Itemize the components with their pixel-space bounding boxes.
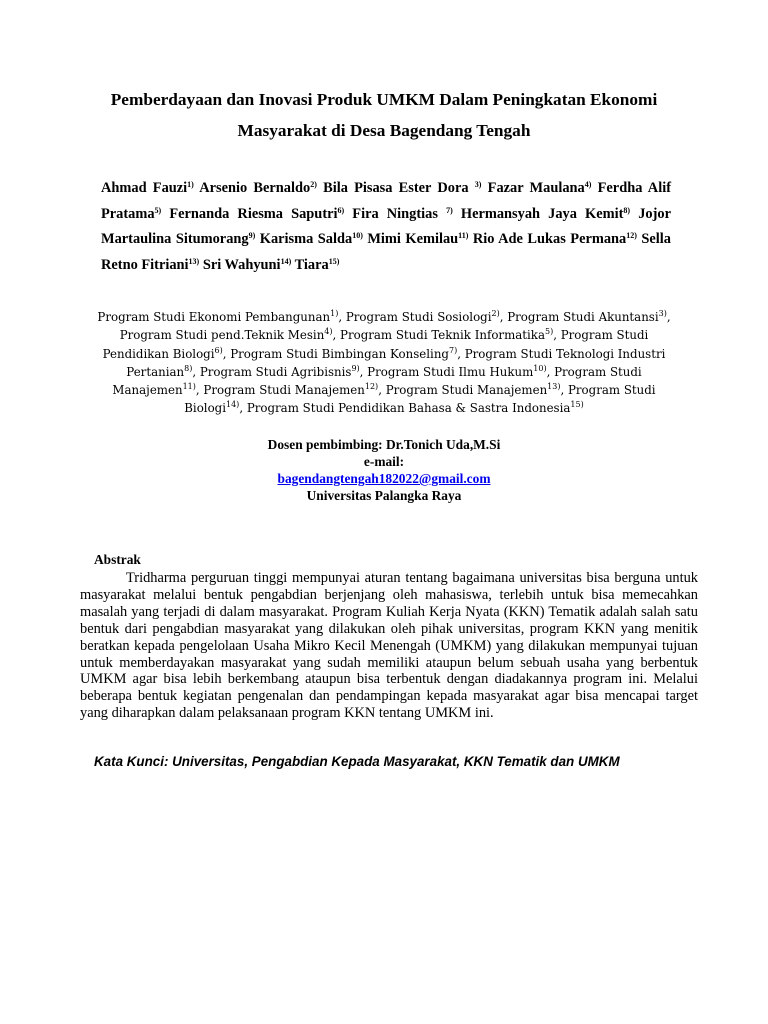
affiliation-marker: 6) bbox=[214, 345, 223, 355]
paper-title bbox=[60, 84, 708, 146]
author-affiliation-marker: 7) bbox=[446, 205, 453, 215]
author-name: Arsenio Bernaldo bbox=[199, 180, 311, 196]
affiliation-name: Program Studi Manajemen bbox=[203, 383, 365, 398]
author-affiliation-marker: 6) bbox=[337, 205, 345, 215]
affiliation-list: Program Studi Ekonomi Pembangunan$^{1)}$, Program Studi Sosiologi$^{2)}$, Program Studi Akuntansi$^{3)}$, Program Studi pend.Teknik Mesin$^{4)}$, Program Studi Teknik Informatika$^{5)}$, Program Studi Pendidikan Biologi$^{6)}$, Program Studi Bimbingan Konseling$^{7)}$, Program Studi Teknologi Industri Pertanian$^{8)}$, Program Studi Agribisnis$^{9)}$, Program Studi Ilmu Hukum$^{10)}$, Program Studi Manajemen$^{11)}$, Program Studi Manajemen$^{12)}$, Program Studi Manajemen$^{13)}$, Program Studi Biologi$^{14)}$, Program Studi Pendidikan Bahasa & Sastra Indonesia$^{15)}$ bbox=[97, 309, 671, 416]
affiliation-name: Program Studi Bimbingan Konseling bbox=[230, 346, 449, 361]
author-name: Karisma Salda bbox=[259, 231, 353, 247]
author-name: Bila Pisasa Ester Dora bbox=[323, 180, 475, 196]
affiliation-marker: 3) bbox=[658, 309, 667, 318]
affiliation-marker: 11) bbox=[182, 382, 196, 392]
author-list bbox=[101, 176, 671, 278]
affiliation-name: Program Studi Pendidikan Biologi bbox=[102, 328, 649, 361]
affiliation-marker: 15) bbox=[570, 400, 584, 410]
email-link[interactable]: bagendangtengah182022@gmail.com bbox=[277, 471, 491, 486]
affiliation-name: Program Studi pend.Teknik Mesin bbox=[119, 328, 325, 343]
author-name: Fira Ningtias bbox=[352, 205, 447, 222]
abstract-heading: Abstrak bbox=[94, 552, 141, 567]
author-affiliation-marker: 12) bbox=[626, 231, 637, 240]
author-affiliation-marker: 3) bbox=[474, 180, 482, 189]
affiliation-name: Program Studi Teknik Informatika bbox=[340, 328, 545, 343]
affiliation-marker: 9) bbox=[351, 363, 360, 373]
keywords: Kata Kunci: Universitas, Pengabdian Kepada Masyarakat, KKN Tematik dan UMKM bbox=[94, 754, 620, 769]
affiliation-marker: 1) bbox=[330, 309, 339, 318]
affiliation-marker: 8) bbox=[184, 363, 193, 373]
author-name: Ferdha Alif Pratama bbox=[101, 180, 671, 222]
affiliation-name: Program Studi Manajemen bbox=[112, 364, 642, 398]
affiliation-marker: 7) bbox=[448, 345, 458, 355]
affiliation-marker: 2) bbox=[491, 309, 500, 318]
email-label: e-mail: bbox=[363, 454, 405, 469]
affiliation-marker: 14) bbox=[226, 400, 240, 410]
affiliation-name: Program Studi Ilmu Hukum bbox=[367, 364, 534, 379]
author-affiliation-marker: 4) bbox=[584, 180, 592, 189]
affiliation-marker: 13) bbox=[547, 382, 561, 392]
advisor-block bbox=[184, 436, 584, 504]
affiliation-marker: 4) bbox=[324, 327, 333, 337]
affiliation-name: Program Studi Biologi bbox=[184, 383, 656, 416]
author-name: Fazar Maulana bbox=[487, 180, 585, 196]
author-affiliation-marker: 2) bbox=[310, 180, 317, 189]
author-name: Hermansyah Jaya Kemit bbox=[460, 205, 624, 222]
author-name: Sella Retno Fitriani bbox=[101, 231, 671, 273]
author-name: Fernanda Riesma Saputri bbox=[169, 205, 338, 222]
author-name: Rio Ade Lukas Permana bbox=[472, 231, 627, 247]
author-affiliation-marker: 11) bbox=[458, 231, 469, 240]
author-affiliation-marker: 5) bbox=[154, 205, 162, 215]
author-name: Tiara bbox=[294, 256, 329, 273]
affiliation-marker: 12) bbox=[364, 382, 379, 392]
author-affiliation-marker: 13) bbox=[188, 256, 200, 266]
affiliation-name: Program Studi Pendidikan Bahasa & Sastra Indonesia bbox=[246, 401, 571, 416]
affiliation-name: Program Studi Manajemen bbox=[385, 383, 548, 398]
affiliation-name: Program Studi Ekonomi Pembangunan bbox=[97, 310, 331, 324]
affiliation-name: Program Studi Sosiologi bbox=[345, 310, 492, 324]
author-affiliation-marker: 14) bbox=[280, 256, 292, 266]
author-name: Ahmad Fauzi bbox=[101, 180, 188, 196]
title-line-2: Masyarakat di Desa Bagendang Tengah bbox=[237, 121, 531, 140]
abstract-body: Tridharma perguruan tinggi mempunyai aturan tentang bagaimana universitas bisa berguna untuk masyarakat melalui bentuk pengabdian berjenjang oleh mahasiswa, terlebih untuk bisa memecahkan masalah yang terjadi di dalam masyarakat. Program Kuliah Kerja Nyata (KKN) Tematik adalah salah satu bentuk dari pengabdian masyarakat yang dilakukan oleh pihak universitas, program KKN yang menitik beratkan kepada pengelolaan Usaha Mikro Kecil Menengah (UMKM) yang dilakukan mempunyai tujuan untuk memberdayakan masyarakat yang sudah memiliki ataupun belum sebuah usaha yang berbentuk UMKM agar bisa lebih berkembang ataupun bisa terbentuk dengan diadakannya program ini. Melalui beberapa bentuk kegiatan pengenalan dan pendampingan kepada masyarakat agar bisa mencapai target yang diharapkan dalam pelaksanaan program KKN tentang UMKM ini. bbox=[80, 570, 698, 722]
author-affiliation-marker: 10) bbox=[352, 231, 363, 240]
affiliation-name: Program Studi Teknologi Industri Pertanian bbox=[126, 346, 666, 379]
affiliation-marker: 5) bbox=[544, 327, 554, 337]
author-name: Mimi Kemilau bbox=[367, 231, 459, 247]
affiliation-name: Program Studi Akuntansi bbox=[507, 310, 659, 324]
author-affiliation-marker: 1) bbox=[187, 180, 194, 189]
author-name: Sri Wahyuni bbox=[202, 256, 281, 273]
university-name: Universitas Palangka Raya bbox=[306, 488, 462, 503]
author-affiliation-marker: 15) bbox=[328, 256, 340, 266]
advisor-name: Dosen pembimbing: Dr.Tonich Uda,M.Si bbox=[267, 437, 501, 452]
author-affiliation-marker: 8) bbox=[623, 205, 631, 215]
affiliation-marker: 10) bbox=[533, 363, 547, 373]
author-affiliation-marker: 9) bbox=[248, 231, 256, 240]
affiliation-name: Program Studi Agribisnis bbox=[199, 364, 352, 379]
author-name: Jojor Martaulina Situmorang bbox=[101, 205, 671, 247]
title-line-1: Pemberdayaan dan Inovasi Produk UMKM Dalam Peningkatan Ekonomi bbox=[110, 90, 658, 109]
